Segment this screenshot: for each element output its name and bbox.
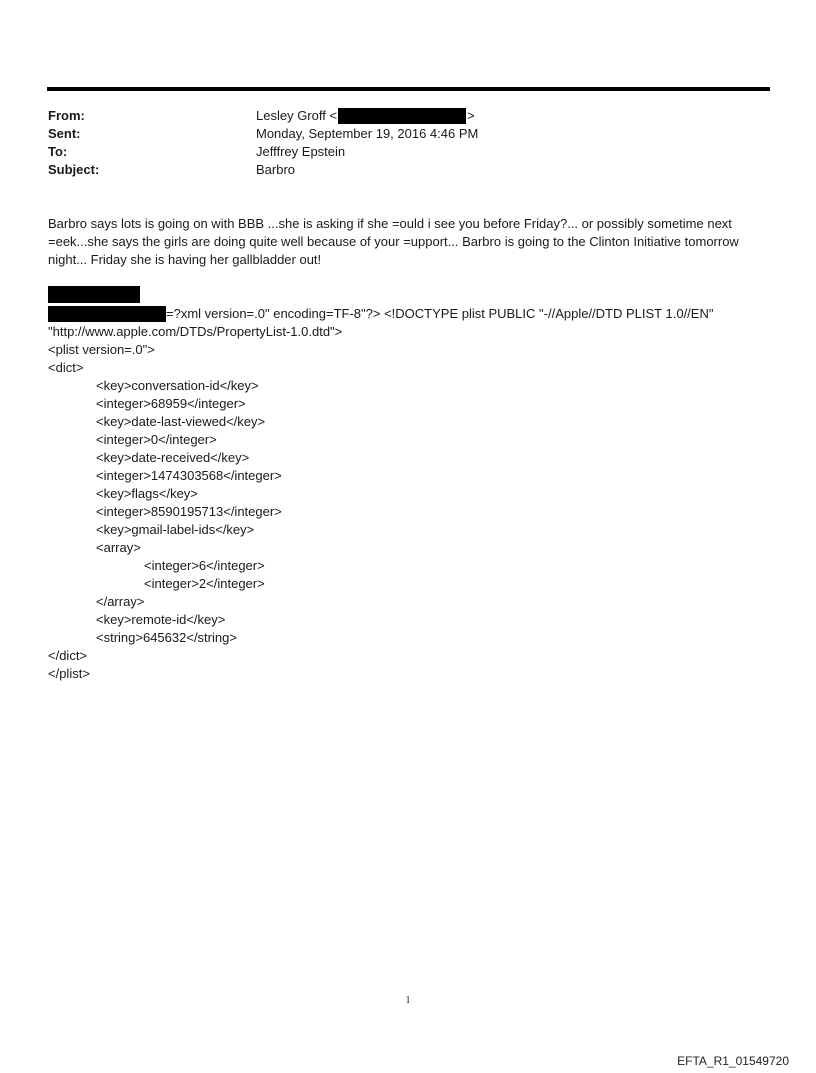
xml-dict-entry: <array> xyxy=(96,540,141,555)
body-line: =eek...she says the girls are doing quite well because of your =upport... Barbro is going to the Clinton Initiative tomorrow xyxy=(48,234,739,249)
xml-line: <plist version=.0"> xyxy=(48,342,155,357)
xml-dict-entry: <key>date-received</key> xyxy=(96,450,250,465)
xml-dict-entry: <integer>1474303568</integer> xyxy=(96,468,282,483)
to-label: To: xyxy=(48,144,68,159)
xml-line: </dict> xyxy=(48,648,88,663)
document-id: EFTA_R1_01549720 xyxy=(677,1054,789,1068)
xml-array-entry: <integer>2</integer> xyxy=(144,576,265,591)
xml-line: <dict> xyxy=(48,360,84,375)
xml-dict-entry: <key>flags</key> xyxy=(96,486,198,501)
xml-dict-entry: <key>gmail-label-ids</key> xyxy=(96,522,255,537)
xml-dict-entry: <string>645632</string> xyxy=(96,630,237,645)
from-name: Lesley Groff < xyxy=(256,108,338,123)
xml-line: </plist> xyxy=(48,666,90,681)
redaction-block xyxy=(48,306,166,322)
message-body xyxy=(48,215,773,269)
page-number: 1 xyxy=(405,995,411,1006)
xml-dict-entry: </array> xyxy=(96,594,145,609)
xml-dict-entry: <key>date-last-viewed</key> xyxy=(96,414,266,429)
subject-label: Subject: xyxy=(48,162,100,177)
xml-line: "http://www.apple.com/DTDs/PropertyList-1.0.dtd"> xyxy=(48,324,343,339)
sent-label: Sent: xyxy=(48,126,81,141)
subject-value: Barbro xyxy=(256,162,296,177)
xml-declaration: =?xml version=.0" encoding=TF-8"?> <!DOCTYPE plist PUBLIC "-//Apple//DTD PLIST 1.0//EN" xyxy=(166,306,714,321)
xml-dict-entry: <integer>8590195713</integer> xyxy=(96,504,282,519)
to-value: Jefffrey Epstein xyxy=(256,144,346,159)
redaction-block xyxy=(48,286,140,303)
xml-dict-entry: <integer>0</integer> xyxy=(96,432,217,447)
xml-dict-entry: <integer>68959</integer> xyxy=(96,396,246,411)
body-line: night... Friday she is having her gallbladder out! xyxy=(48,252,322,267)
email-header xyxy=(48,107,478,179)
xml-line xyxy=(48,305,788,323)
sent-value: Monday, September 19, 2016 4:46 PM xyxy=(256,126,479,141)
from-label: From: xyxy=(48,108,85,123)
xml-dict-entry: <key>conversation-id</key> xyxy=(96,378,259,393)
xml-array-entry: <integer>6</integer> xyxy=(144,558,265,573)
sent-row xyxy=(48,125,478,143)
redacted-email xyxy=(338,108,466,124)
from-row xyxy=(48,107,478,125)
subject-row xyxy=(48,161,478,179)
from-value xyxy=(256,107,475,125)
xml-dict-entry: <key>remote-id</key> xyxy=(96,612,226,627)
plist-attachment-text xyxy=(48,305,788,683)
header-divider xyxy=(47,87,770,91)
from-suffix: > xyxy=(467,108,475,123)
body-line: Barbro says lots is going on with BBB ...she is asking if she =ould i see you before Friday?... or possibly sometime next xyxy=(48,216,732,231)
to-row xyxy=(48,143,478,161)
